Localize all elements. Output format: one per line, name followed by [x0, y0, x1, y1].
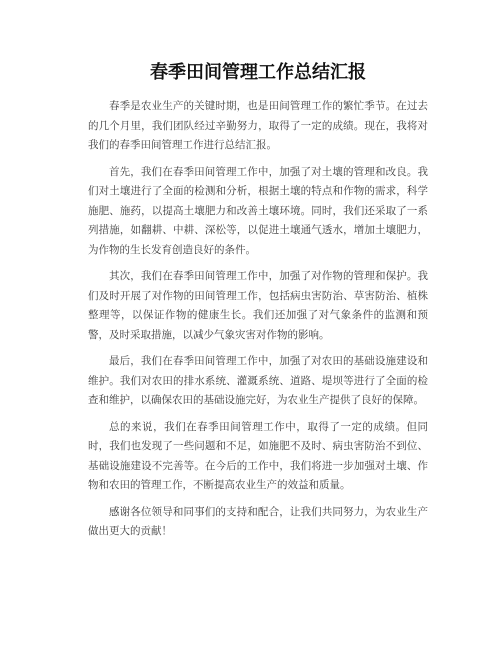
paragraph-crop-management: 其次，我们在春季田间管理工作中，加强了对作物的管理和保护。我们及时开展了对作物的田间管理工作，包括病虫害防治、草害防治、植株整理等，以保证作物的健康生长。我们还加强了对气象条件的监测和预警，及时采取措施，以减少气象灾害对作物的影响。	[88, 270, 428, 341]
paragraph-soil-management: 首先，我们在春季田间管理工作中，加强了对土壤的管理和改良。我们对土壤进行了全面的检测和分析，根据土壤的特点和作物的需求，科学施肥、施药，以提高土壤肥力和改善土壤环境。同时，我们还采取了一系列措施，如翻耕、中耕、深松等，以促进土壤通气透水，增加土壤肥力，为作物的生长发育创造良好的条件。	[88, 165, 428, 256]
document-title: 春季田间管理工作总结汇报	[150, 62, 366, 83]
paragraph-summary: 总的来说，我们在春季田间管理工作中，取得了一定的成绩。但同时，我们也发现了一些问题和不足，如施肥不及时、病虫害防治不到位、基础设施建设不完善等。在今后的工作中，我们将进一步加强对土壤、作物和农田的管理工作，不断提高农业生产的效益和质量。	[88, 420, 428, 491]
paragraph-intro: 春季是农业生产的关键时期，也是田间管理工作的繁忙季节。在过去的几个月里，我们团队经过辛勤努力，取得了一定的成绩。现在，我将对我们的春季田间管理工作进行总结汇报。	[88, 100, 428, 151]
paragraph-thanks: 感谢各位领导和同事们的支持和配合，让我们共同努力，为农业生产做出更大的贡献！	[88, 505, 428, 537]
paragraph-infrastructure: 最后，我们在春季田间管理工作中，加强了对农田的基础设施建设和维护。我们对农田的排水系统、灌溉系统、道路、堤坝等进行了全面的检查和维护，以确保农田的基础设施完好，为农业生产提供了良好的保障。	[88, 355, 428, 406]
